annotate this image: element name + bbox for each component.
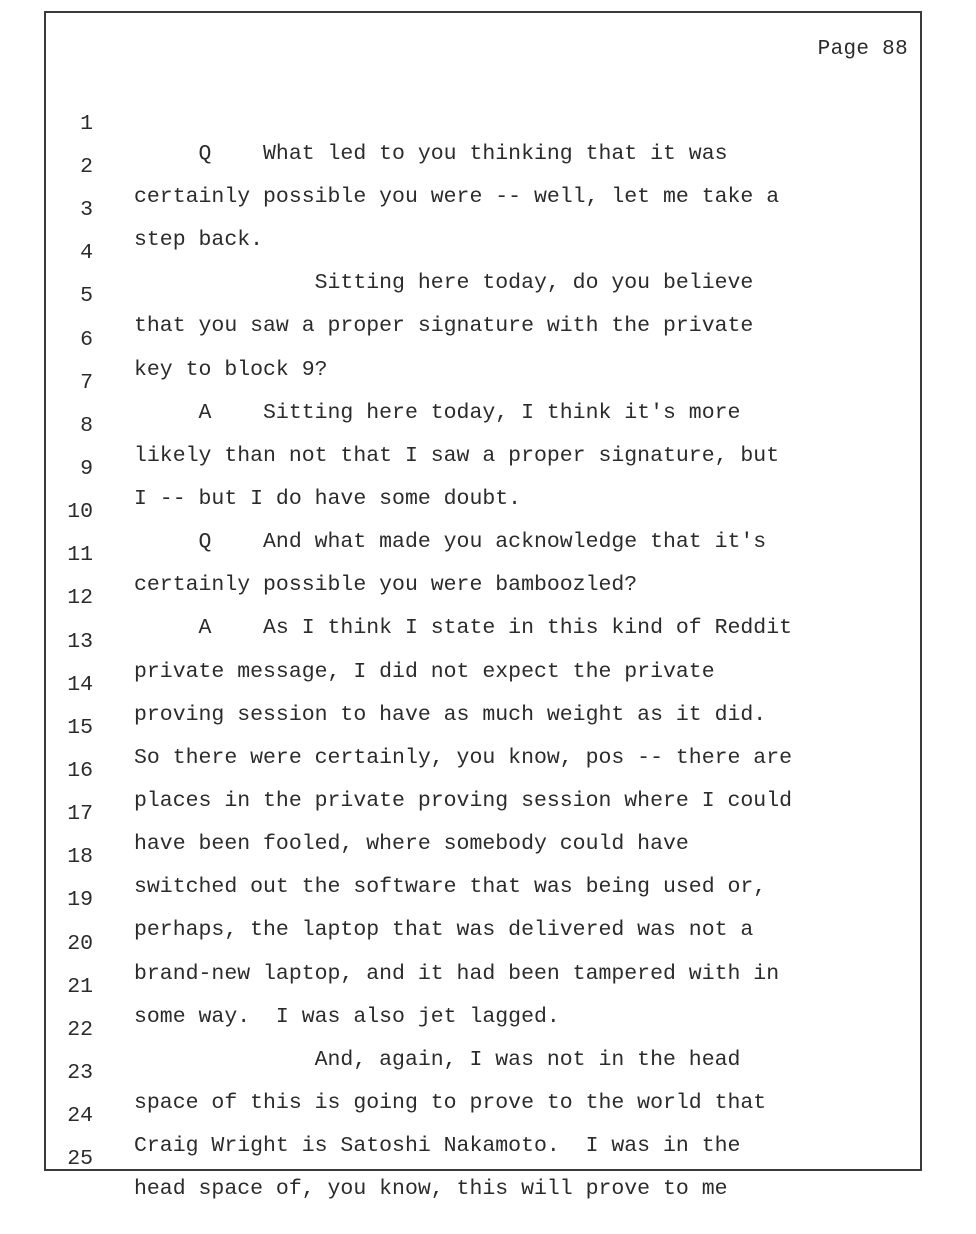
line-number: 1 xyxy=(80,112,93,136)
line-number: 17 xyxy=(67,802,93,826)
line-text: Sitting here today, do you believe xyxy=(134,271,754,295)
transcript-page xyxy=(44,11,922,1201)
line-text: perhaps, the laptop that was delivered was not a xyxy=(134,918,754,942)
line-number: 9 xyxy=(80,457,93,481)
line-text: key to block 9? xyxy=(134,358,328,382)
line-text: A Sitting here today, I think it's more xyxy=(134,401,741,425)
line-number: 6 xyxy=(80,328,93,352)
line-number: 18 xyxy=(67,845,93,869)
line-text: brand-new laptop, and it had been tampered with in xyxy=(134,962,780,986)
line-number: 15 xyxy=(67,716,93,740)
line-text: likely than not that I saw a proper signature, but xyxy=(134,444,780,468)
line-text: head space of, you know, this will prove to me xyxy=(134,1177,728,1201)
line-text: space of this is going to prove to the world that xyxy=(134,1091,767,1115)
line-text: certainly possible you were -- well, let me take a xyxy=(134,185,780,209)
line-text: private message, I did not expect the private xyxy=(134,660,715,684)
line-text: have been fooled, where somebody could have xyxy=(134,832,689,856)
line-text: that you saw a proper signature with the private xyxy=(134,314,754,338)
line-text: step back. xyxy=(134,228,264,252)
line-number: 21 xyxy=(67,975,93,999)
page-number: Page 88 xyxy=(817,38,908,61)
line-text: I -- but I do have some doubt. xyxy=(134,487,522,511)
line-text: Craig Wright is Satoshi Nakamoto. I was in the xyxy=(134,1134,741,1158)
line-number: 13 xyxy=(67,630,93,654)
line-number: 22 xyxy=(67,1018,93,1042)
line-text: some way. I was also jet lagged. xyxy=(134,1005,560,1029)
line-number: 14 xyxy=(67,673,93,697)
line-text: Q And what made you acknowledge that it's xyxy=(134,530,767,554)
line-text: certainly possible you were bamboozled? xyxy=(134,573,638,597)
line-number: 16 xyxy=(67,759,93,783)
line-number: 23 xyxy=(67,1061,93,1085)
line-number: 10 xyxy=(67,500,93,524)
line-number: 19 xyxy=(67,888,93,912)
line-number: 5 xyxy=(80,284,93,308)
line-text: And, again, I was not in the head xyxy=(134,1048,741,1072)
line-number: 8 xyxy=(80,414,93,438)
line-text: So there were certainly, you know, pos -- there are xyxy=(134,746,793,770)
line-text: proving session to have as much weight as it did. xyxy=(134,703,767,727)
line-number: 3 xyxy=(80,198,93,222)
transcript-line xyxy=(46,79,920,166)
line-text: A As I think I state in this kind of Reddit xyxy=(134,616,793,640)
line-number: 11 xyxy=(67,543,93,567)
line-number: 2 xyxy=(80,155,93,179)
line-number: 20 xyxy=(67,932,93,956)
line-number: 7 xyxy=(80,371,93,395)
line-number: 25 xyxy=(67,1147,93,1171)
line-text: Q What led to you thinking that it was xyxy=(134,142,728,166)
line-number: 12 xyxy=(67,586,93,610)
line-number: 24 xyxy=(67,1104,93,1128)
line-text: switched out the software that was being used or, xyxy=(134,875,767,899)
line-number: 4 xyxy=(80,241,93,265)
line-text: places in the private proving session where I could xyxy=(134,789,793,813)
